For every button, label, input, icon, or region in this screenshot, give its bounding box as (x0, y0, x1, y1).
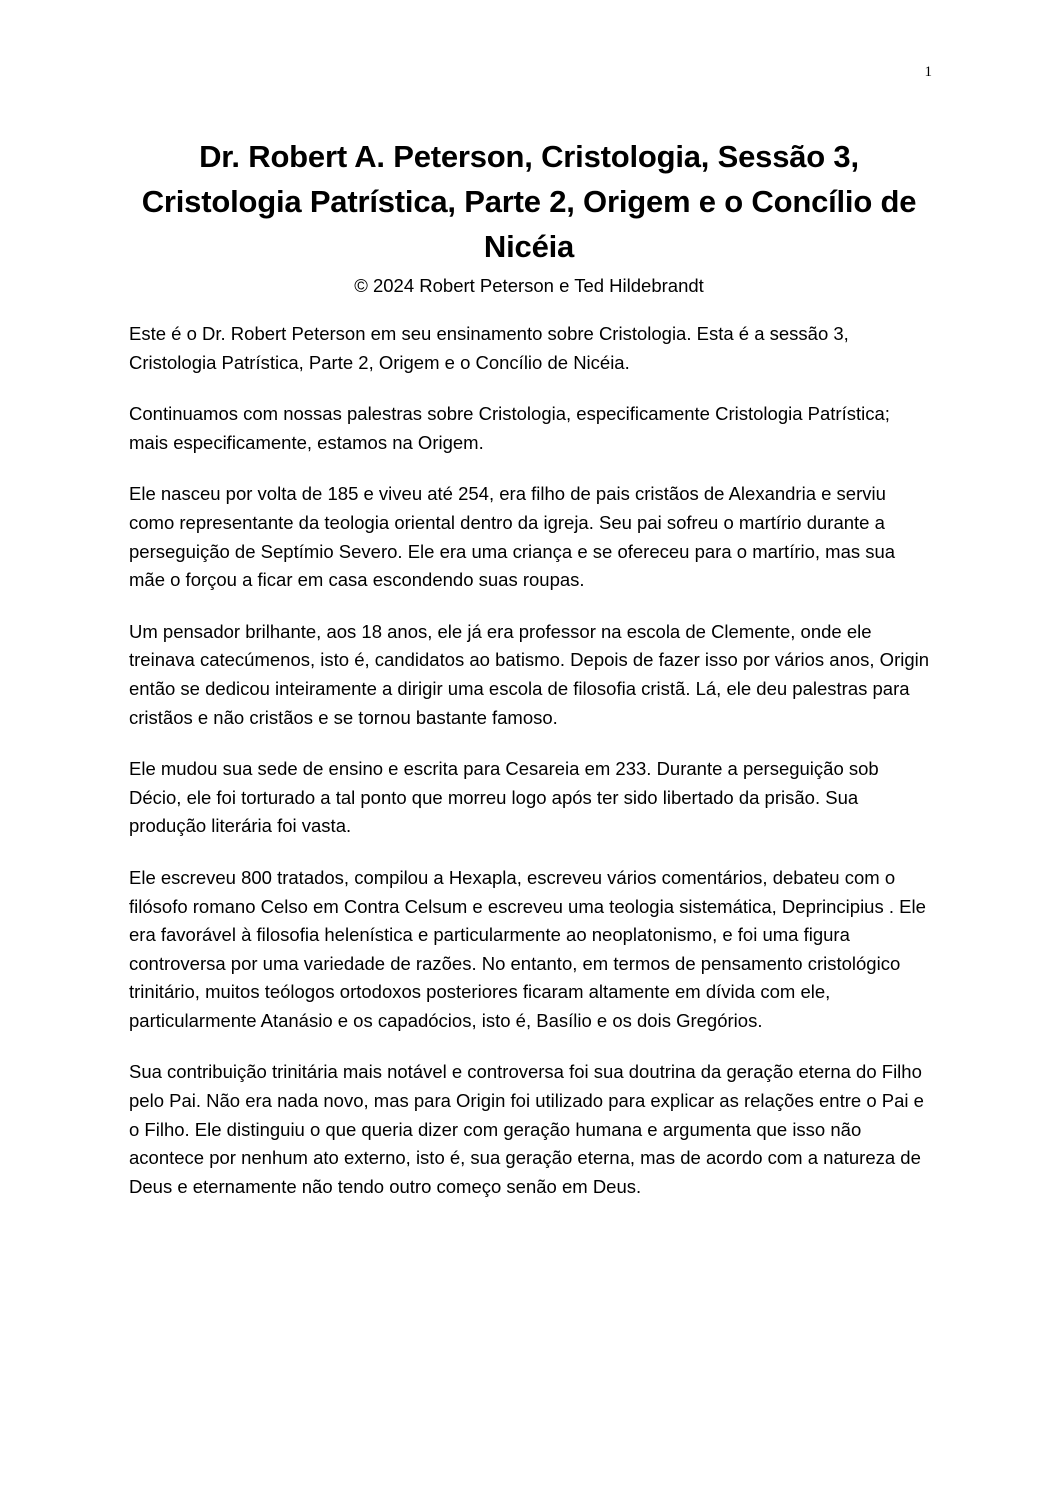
paragraph: Sua contribuição trinitária mais notável e controversa foi sua doutrina da geração eterna do Filho pelo Pai. Não era nada novo, mas para Origin foi utilizado para explicar as relações entre o Pai e o Filho. Ele distinguiu o que queria dizer com geração humana e argumenta que isso não acontece por nenhum ato externo, isto é, sua geração eterna, mas de acordo com a natureza de Deus e eternamente não tendo outro começo senão em Deus. (129, 1061, 924, 1197)
document-body (129, 320, 934, 1224)
paragraph: Ele nasceu por volta de 185 e viveu até 254, era filho de pais cristãos de Alexandria e serviu como representante da teologia oriental dentro da igreja. Seu pai sofreu o martírio durante a perseguição de Septímio Severo. Ele era uma criança e se ofereceu para o martírio, mas sua mãe o forçou a ficar em casa escondendo suas roupas. (129, 483, 896, 591)
page-number: 1 (924, 64, 932, 80)
paragraph: Ele escreveu 800 tratados, compilou a Hexapla, escreveu vários comentários, debateu com o filósofo romano Celso em Contra Celsum e escreveu uma teologia sistemática, Deprincipius . Ele era favorável à filosofia helenística e particularmente ao neoplatonismo, e foi uma figura controversa por uma variedade de razões. No entanto, em termos de pensamento cristológico trinitário, muitos teólogos ortodoxos posteriores ficaram altamente em dívida com ele, particularmente Atanásio e os capadócios, isto é, Basílio e os dois Gregórios. (129, 866, 926, 1031)
paragraph: Ele mudou sua sede de ensino e escrita para Cesareia em 233. Durante a perseguição sob Décio, ele foi torturado a tal ponto que morreu logo após ter sido libertado da prisão. Sua produção literária foi vasta. (129, 758, 879, 837)
copyright-line: © 2024 Robert Peterson e Ted Hildebrandt (354, 275, 704, 296)
paragraph: Continuamos com nossas palestras sobre Cristologia, especificamente Cristologia Patrística; mais especificamente, estamos na Origem. (129, 403, 890, 453)
document-header (128, 134, 930, 299)
document-title: Dr. Robert A. Peterson, Cristologia, Sessão 3, Cristologia Patrística, Parte 2, Origem e o Concílio de Nicéia (141, 139, 917, 264)
paragraph: Este é o Dr. Robert Peterson em seu ensinamento sobre Cristologia. Esta é a sessão 3, Cristologia Patrística, Parte 2, Origem e o Concílio de Nicéia. (129, 323, 849, 373)
paragraph: Um pensador brilhante, aos 18 anos, ele já era professor na escola de Clemente, onde ele treinava catecúmenos, isto é, candidatos ao batismo. Depois de fazer isso por vários anos, Origin então se dedicou inteiramente a dirigir uma escola de filosofia cristã. Lá, ele deu palestras para cristãos e não cristãos e se tornou bastante famoso. (129, 620, 930, 728)
